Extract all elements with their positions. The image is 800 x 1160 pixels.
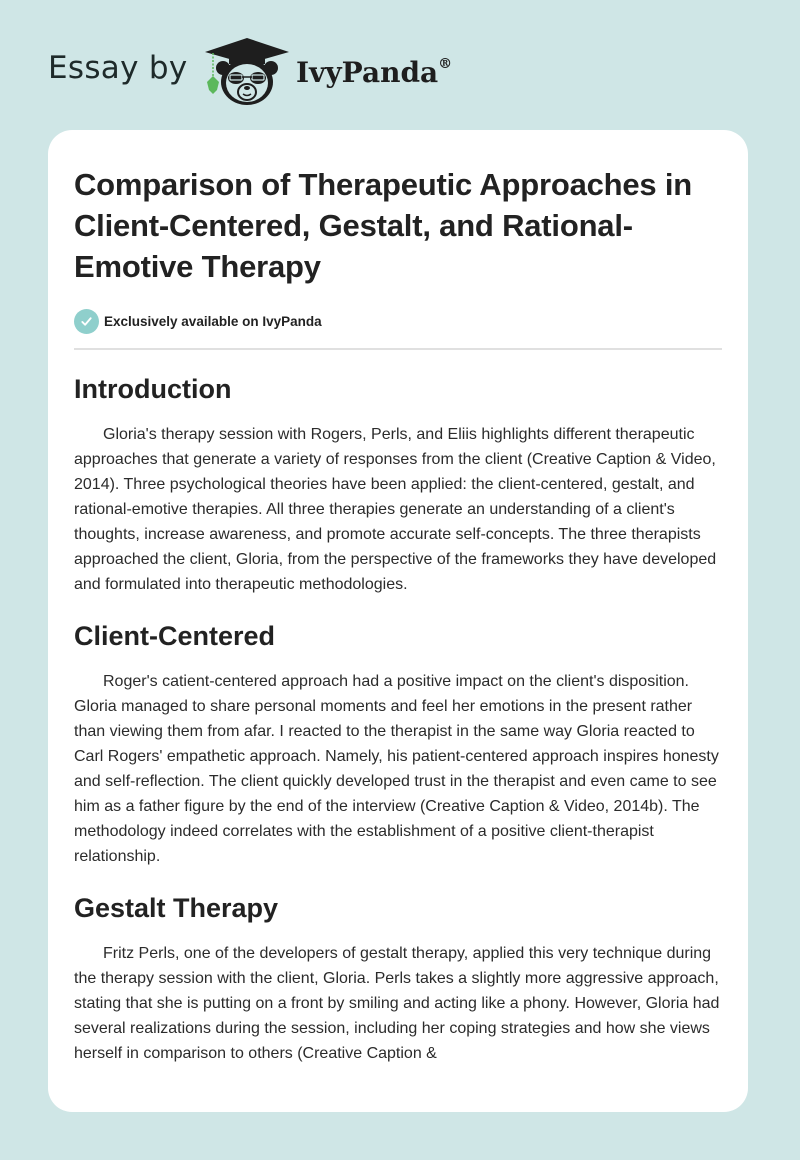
check-circle-icon	[74, 309, 99, 334]
section-heading: Gestalt Therapy	[74, 893, 279, 923]
exclusive-badge	[74, 308, 722, 334]
section-heading: Introduction	[74, 374, 232, 404]
section-heading: Client-Centered	[74, 621, 276, 651]
essay-card	[48, 130, 748, 1112]
section-paragraph: Gloria's therapy session with Rogers, Perls, and Eliis highlights different therapeutic approaches that generate a variety of responses from the client (Creative Caption & Video, 2014). Three psychological theories have been applied: the client-centered, gestalt, and rational-emotive therapies. All three therapies generate an understanding of a client's thoughts, increase awareness, and promote accurate self-concepts. The three therapists approached the client, Gloria, from the perspective of the frameworks they have developed and formulated into therapeutic methodologies.	[74, 426, 717, 593]
section-gestalt-therapy	[74, 891, 722, 1066]
page-title: Comparison of Therapeutic Approaches in Client-Centered, Gestalt, and Rational-Emotive Therapy	[74, 167, 693, 284]
registered-mark: ®	[438, 55, 453, 72]
section-paragraph: Fritz Perls, one of the developers of gestalt therapy, applied this very technique during the therapy session with the client, Gloria. Perls takes a slightly more aggressive approach, stating that she is putting on a front by smiling and acting like a phony. However, Gloria had several realizations during the session, including her coping strategies and how she views herself in comparison to others (Creative Caption &	[74, 945, 720, 1062]
section-introduction	[74, 372, 722, 597]
brand-prefix: Essay by	[48, 50, 188, 86]
site-header	[0, 0, 800, 130]
divider	[74, 348, 722, 350]
section-client-centered	[74, 619, 722, 869]
exclusive-label: Exclusively available on IvyPanda	[104, 313, 322, 329]
panda-graduation-cap-icon[interactable]	[203, 36, 291, 108]
section-paragraph: Roger's catient-centered approach had a positive impact on the client's disposition. Gloria managed to share personal moments and feel her emotions in the present rather than viewing them from afar. I reacted to the therapist in the same way Gloria reacted to Carl Rogers' empathetic approach. Namely, his patient-centered approach inspires honesty and self-reflection. The client quickly developed trust in the therapist and even came to see him as a father figure by the end of the interview (Creative Caption & Video, 2014b). The methodology indeed correlates with the establishment of a positive client-therapist relationship.	[74, 673, 719, 865]
brand-name[interactable]: IvyPanda®	[296, 55, 453, 89]
